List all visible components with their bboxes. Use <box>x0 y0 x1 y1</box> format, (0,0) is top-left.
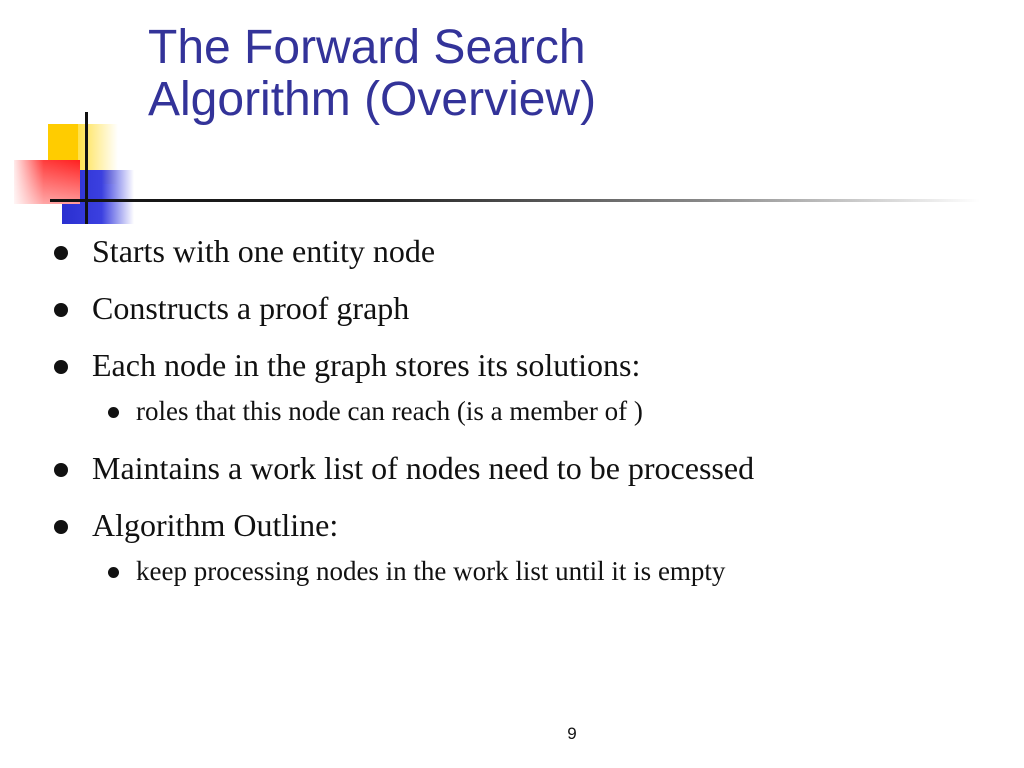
bullet-item <box>54 506 994 544</box>
decorative-logo-blocks <box>0 0 140 230</box>
sub-bullet-dot-icon <box>108 567 119 578</box>
bullet-text: Algorithm Outline: <box>92 507 339 543</box>
page-number: 9 <box>567 724 577 743</box>
bullet-dot-icon <box>54 520 68 534</box>
sub-bullet-text: keep processing nodes in the work list until it is empty <box>136 556 726 586</box>
title-line-1: The Forward Search <box>148 21 586 74</box>
bullet-item <box>54 289 994 327</box>
bullet-text: Each node in the graph stores its solutions: <box>92 347 641 383</box>
bullet-item <box>54 449 994 487</box>
vertical-line <box>85 112 88 224</box>
bullet-item <box>54 232 994 270</box>
bullet-list <box>54 232 994 609</box>
bullet-item <box>54 346 994 384</box>
sub-bullet-item <box>54 395 994 427</box>
bullet-text: Constructs a proof graph <box>92 290 410 326</box>
bullet-text: Maintains a work list of nodes need to be processed <box>92 450 755 486</box>
bullet-dot-icon <box>54 360 68 374</box>
sub-bullet-text: roles that this node can reach (is a member of ) <box>136 396 643 426</box>
sub-bullet-dot-icon <box>108 407 119 418</box>
title-underline <box>50 199 980 202</box>
bullet-dot-icon <box>54 246 68 260</box>
bullet-text: Starts with one entity node <box>92 233 436 269</box>
bullet-dot-icon <box>54 463 68 477</box>
sub-bullet-item <box>54 555 994 587</box>
bullet-dot-icon <box>54 303 68 317</box>
red-block-fade <box>14 160 80 204</box>
slide-title <box>148 22 968 126</box>
title-line-2: Algorithm (Overview) <box>148 73 597 126</box>
